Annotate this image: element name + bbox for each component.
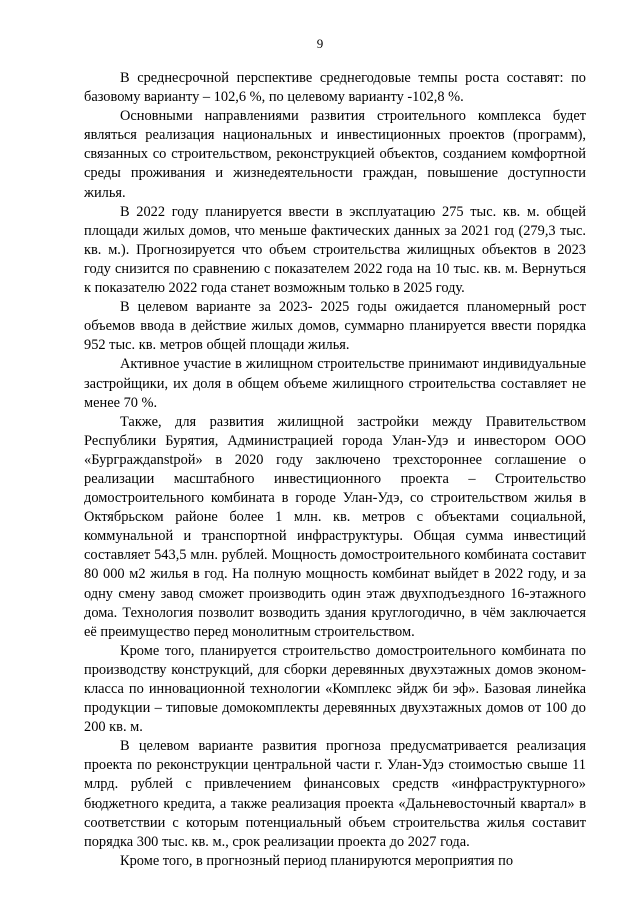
paragraph-construction-directions: Основными направлениями развития строительного комплекса будет являться реализация национальных и инвестиционных проектов (программ), связанных со строительством, реконструкцией объектов, созданием комфортной среды проживания и жизнедеятельности граждан, повышение доступности жилья. bbox=[84, 108, 586, 201]
paragraph-individual-builders: Активное участие в жилищном строительстве принимают индивидуальные застройщики, их доля в общем объеме жилищного строительства составляет не менее 70 %. bbox=[84, 356, 586, 411]
paragraph-house-building-plant: Также, для развития жилищной застройки между Правительством Республики Бурятия, Администрацией города Улан-Удэ и инвестором ООО «Бурграждanstрой» в 2020 году заключено трехстороннее соглашение о реализации масштабного инвестиционного проекта – Строительство домостроительного комбината в городе Улан-Удэ, со строительством жилья в Октябрьском районе более 1 млн. кв. метров с объектами социальной, коммунальной и транспортной инфраструктуры. Общая сумма инвестиций составляет 543,5 млн. рублей. Мощность домостроительного комбината составит 80 000 м2 жилья в год. На полную мощность комбинат выйдет в 2022 году, и за одну смену завод сможет производить один этаж двухподъездного 16-этажного дома. Технология позволит возводить здания круглогодично, в чём заключается её преимущество перед монолитным строительством. bbox=[84, 413, 586, 640]
paragraph-growth-rates: В среднесрочной перспективе среднегодовые темпы роста составят: по базовому варианту – 102,6 %, по целевому варианту -102,8 %. bbox=[84, 70, 586, 106]
page-number: 9 bbox=[316, 36, 324, 51]
paragraph-city-center-reconstruction: В целевом варианте развития прогноза предусматривается реализация проекта по реконструкции центральной части г. Улан-Удэ стоимостью свыше 11 млрд. рублей с привлечением финансовых средств «инфраструктурного» бюджетного кредита, а также реализация проекта «Дальневосточный квартал» в соответствии с которым потенциальный объем строительства жилья составит порядка 300 тыс. кв. м., срок реализации проекта до 2027 года. bbox=[84, 738, 586, 850]
paragraph-2022-commissioning: В 2022 году планируется ввести в эксплуатацию 275 тыс. кв. м. общей площади жилых домов, что меньше фактических данных за 2021 год (279,3 тыс. кв. м.). Прогнозируется что объем строительства жилищных объектов в 2023 году снизится по сравнению с показателем 2022 года на 10 тыс. кв. м. Вернуться к показателю 2022 года станет возможным только в 2025 году. bbox=[84, 203, 586, 297]
paragraph-wooden-houses-plant: Кроме того, планируется строительство домостроительного комбината по производству конструкций, для сборки деревянных двухэтажных домов эконом-класса по инновационной технологии «Комплекс эйдж би эф». Базовая линейка продукции – типовые домокомплекты деревянных двухэтажных домов от 100 до 200 кв. м. bbox=[84, 642, 586, 736]
paragraph-target-variant-2023-2025: В целевом варианте за 2023- 2025 годы ожидается планомерный рост объемов ввода в действие жилых домов, суммарно планируется ввести порядка 952 тыс. кв. метров общей площади жилья. bbox=[84, 299, 586, 354]
paragraph-forecast-measures: Кроме того, в прогнозный период планируются мероприятия по bbox=[120, 852, 514, 869]
document-body bbox=[84, 69, 586, 871]
